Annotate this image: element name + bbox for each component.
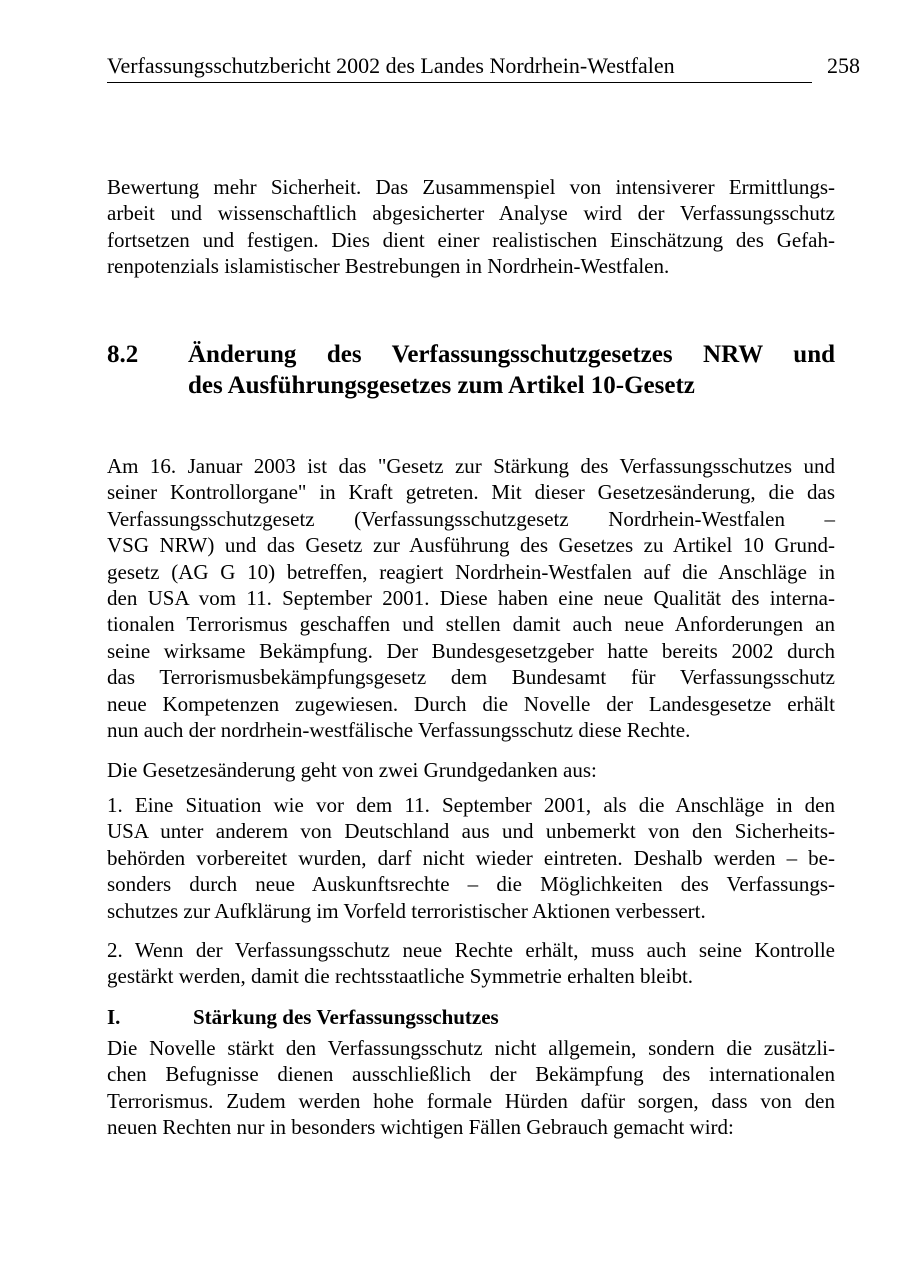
text-line: neuen Rechten nur in besonders wichtigen Fällen Gebrauch gemacht wird: (107, 1115, 734, 1140)
text-line: Die Gesetzesänderung geht von zwei Grundgedanken aus: (107, 758, 597, 782)
text-line: Die Novelle stärkt den Verfassungsschutz nicht allgemein, sondern die zusätzli- (107, 1036, 835, 1060)
section-title (188, 339, 835, 401)
text-line: seiner Kontrollorgane" in Kraft getreten. Mit dieser Gesetzesänderung, die das (107, 480, 835, 505)
section-title-line: des Ausführungsgesetzes zum Artikel 10-Gesetz (188, 372, 695, 399)
text-line: behörden vorbereitet wurden, darf nicht wieder eintreten. Deshalb werden – be- (107, 845, 835, 870)
paragraph-point-2 (107, 937, 835, 990)
text-line: schutzes zur Aufklärung im Vorfeld terroristischer Aktionen verbessert. (107, 898, 706, 923)
header-title: Verfassungsschutzbericht 2002 des Landes Nordrhein-Westfalen (107, 53, 675, 78)
text-line: fortsetzen und festigen. Dies dient einer realistischen Einschätzung des Gefah- (107, 227, 835, 252)
paragraph-grundgedanken (107, 757, 835, 783)
section-number: 8.2 (107, 341, 139, 368)
paragraph-main (107, 453, 835, 743)
text-line: 1. Eine Situation wie vor dem 11. September 2001, als die Anschläge in den (107, 793, 835, 817)
paragraph-intro (107, 174, 835, 280)
text-line: 2. Wenn der Verfassungsschutz neue Rechte erhält, muss auch seine Kontrolle (107, 938, 835, 962)
text-line: Terrorismus. Zudem werden hohe formale Hürden dafür sorgen, dass von den (107, 1088, 835, 1113)
text-line: seine wirksame Bekämpfung. Der Bundesgesetzgeber hatte bereits 2002 durch (107, 638, 835, 663)
text-line: das Terrorismusbekämpfungsgesetz dem Bundesamt für Verfassungsschutz (107, 665, 835, 690)
text-line: nun auch der nordrhein-westfälische Verfassungsschutz diese Rechte. (107, 717, 691, 742)
subsection-number: I. (107, 1005, 121, 1029)
subsection-title: Stärkung des Verfassungsschutzes (193, 1005, 499, 1029)
text-line: renpotenzials islamistischer Bestrebungen in Nordrhein-Westfalen. (107, 254, 670, 279)
paragraph-point-1 (107, 792, 835, 924)
text-line: tionalen Terrorismus geschaffen und stellen damit auch neue Anforderungen an (107, 612, 835, 637)
text-line: den USA vom 11. September 2001. Diese haben eine neue Qualität des interna- (107, 585, 835, 610)
section-title-line: Änderung des Verfassungsschutzgesetzes NRW und (188, 341, 835, 368)
text-line: Bewertung mehr Sicherheit. Das Zusammenspiel von intensiverer Ermittlungs- (107, 175, 835, 199)
text-line: USA unter anderem von Deutschland aus und unbemerkt von den Sicherheits- (107, 819, 835, 844)
text-line: gestärkt werden, damit die rechtsstaatliche Symmetrie erhalten bleibt. (107, 964, 694, 989)
paragraph-novelle (107, 1035, 835, 1141)
text-line: VSG NRW) und das Gesetz zur Ausführung des Gesetzes zu Artikel 10 Grund- (107, 533, 835, 558)
text-line: neue Kompetenzen zugewiesen. Durch die Novelle der Landesgesetze erhält (107, 691, 835, 716)
text-line: Verfassungsschutzgesetz (Verfassungsschutzgesetz Nordrhein-Westfalen – (107, 506, 835, 531)
text-line: gesetz (AG G 10) betreffen, reagiert Nordrhein-Westfalen auf die Anschläge in (107, 559, 835, 584)
text-line: Am 16. Januar 2003 ist das "Gesetz zur Stärkung des Verfassungsschutzes und (107, 454, 835, 478)
text-line: sonders durch neue Auskunftsrechte – die Möglichkeiten des Verfassungs- (107, 872, 835, 897)
page-header (107, 52, 860, 83)
text-line: chen Befugnisse dienen ausschließlich der Bekämpfung des internationalen (107, 1062, 835, 1087)
page-number: 258 (827, 53, 860, 78)
text-line: arbeit und wissenschaftlich abgesicherter Analyse wird der Verfassungsschutz (107, 201, 835, 226)
